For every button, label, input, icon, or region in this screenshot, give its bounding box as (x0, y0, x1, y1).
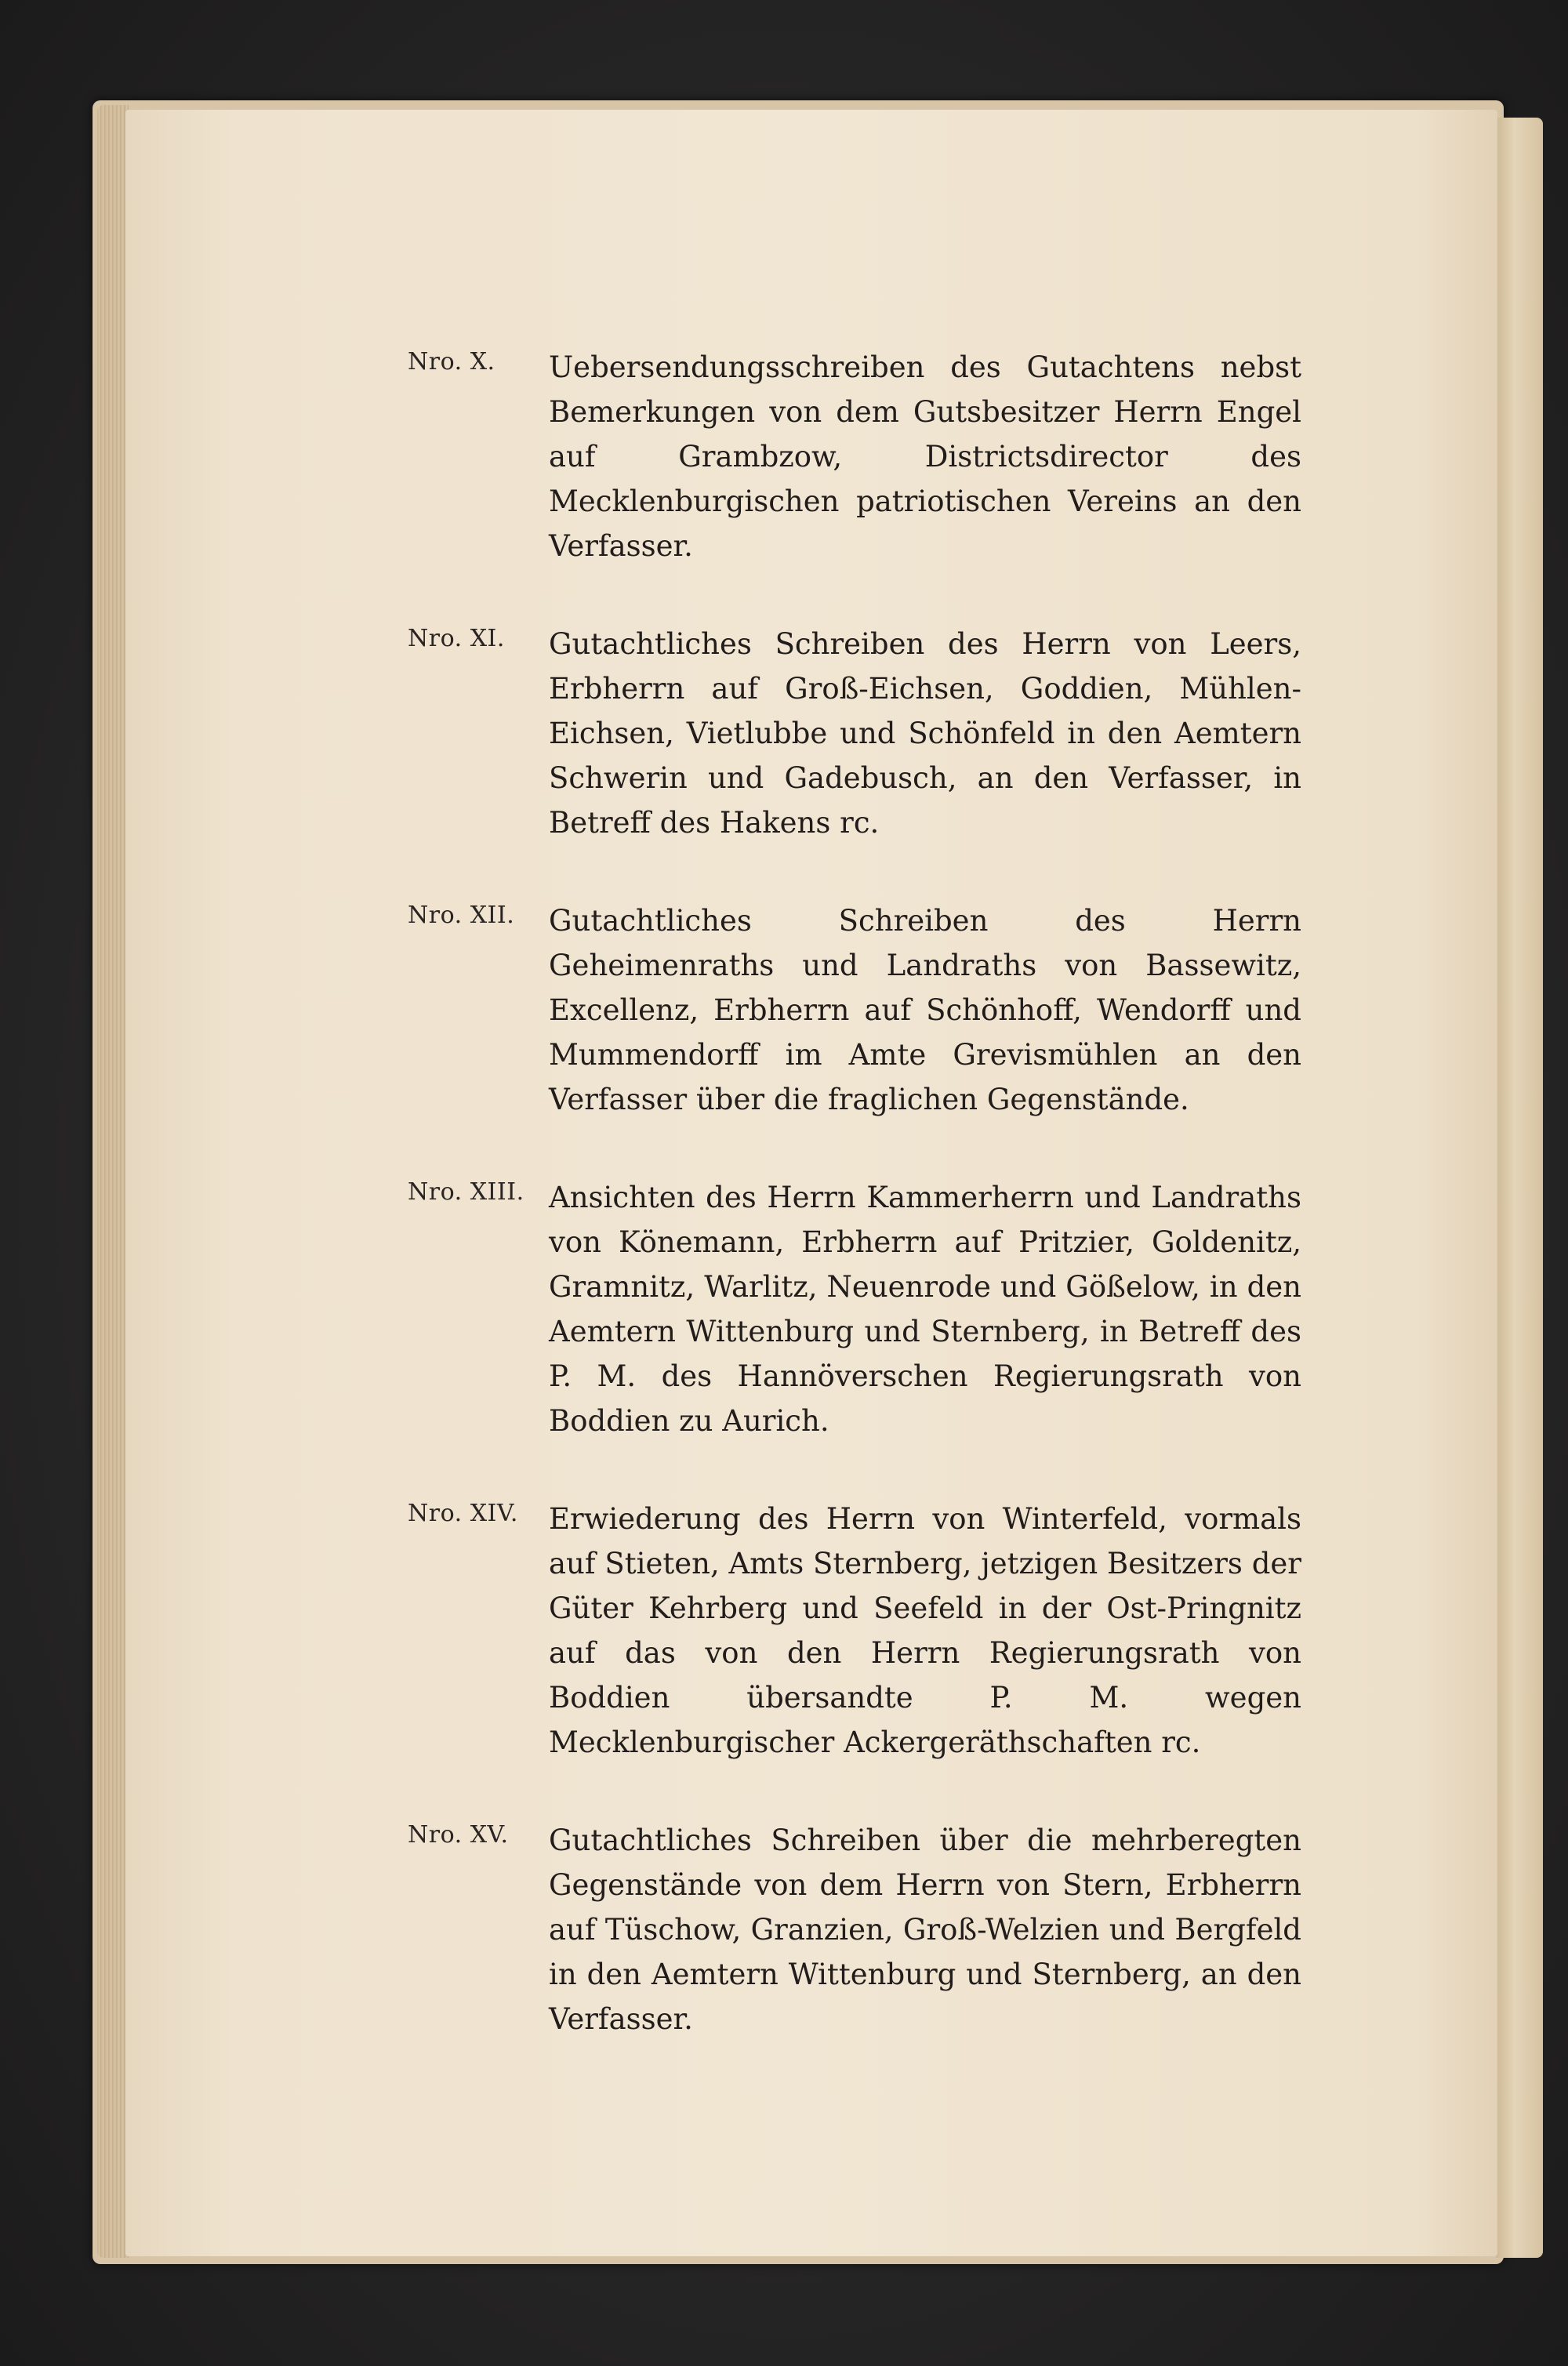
entry-number: Nro. X. (408, 348, 495, 376)
entry-nro-xiii (408, 1175, 1301, 1443)
entry-number: Nro. XI. (408, 625, 505, 652)
entry-number: Nro. XIII. (408, 1178, 524, 1206)
entry-nro-xii (408, 898, 1301, 1122)
entry-number: Nro. XV. (408, 1821, 509, 1849)
page-edges (97, 105, 129, 2258)
entry-number: Nro. XII. (408, 902, 515, 929)
entry-nro-xi (408, 622, 1301, 845)
table-of-contents (408, 345, 1301, 2095)
entry-description: Erwiederung des Herrn von Winterfeld, vormals auf Stieten, Amts Sternberg, jetzigen Besitzers der Güter Kehrberg und Seefeld in der Ost-Pringnitz auf das von den Herrn Regierungsrath von Boddien übersandte P. M. wegen Mecklenburgischer Ackergeräthschaften rc. (549, 1502, 1301, 1759)
entry-nro-x (408, 345, 1301, 568)
entry-description: Uebersendungsschreiben des Gutachtens nebst Bemerkungen von dem Gutsbesitzer Herrn Engel auf Grambzow, Districtsdirector des Mecklenburgischen patriotischen Vereins an den Verfasser. (549, 350, 1301, 563)
entry-nro-xiv (408, 1497, 1301, 1765)
entry-description: Ansichten des Herrn Kammerherrn und Landraths von Könemann, Erbherrn auf Pritzier, Goldenitz, Gramnitz, Warlitz, Neuenrode und Gößelow, in den Aemtern Wittenburg und Sternberg, in Betreff des P. M. des Hannöverschen Regierungsrath von Boddien zu Aurich. (549, 1181, 1301, 1438)
entry-description: Gutachtliches Schreiben des Herrn Geheimenraths und Landraths von Bassewitz, Excellenz, Erbherrn auf Schönhoff, Wendorff und Mummendorff im Amte Grevismühlen an den Verfasser über die fraglichen Gegenstände. (549, 904, 1301, 1116)
entry-description: Gutachtliches Schreiben über die mehrberegten Gegenstände von dem Herrn von Stern, Erbherrn auf Tüschow, Granzien, Groß-Welzien und Bergfeld in den Aemtern Wittenburg und Sternberg, an den Verfasser. (549, 1823, 1301, 2036)
entry-number: Nro. XIV. (408, 1500, 518, 1527)
entry-description: Gutachtliches Schreiben des Herrn von Leers, Erbherrn auf Groß-Eichsen, Goddien, Mühlen-Eichsen, Vietlubbe und Schönfeld in den Aemtern Schwerin und Gadebusch, an den Verfasser, in Betreff des Hakens rc. (549, 627, 1301, 840)
entry-nro-xv (408, 1818, 1301, 2041)
facing-page-edge (1496, 118, 1543, 2258)
